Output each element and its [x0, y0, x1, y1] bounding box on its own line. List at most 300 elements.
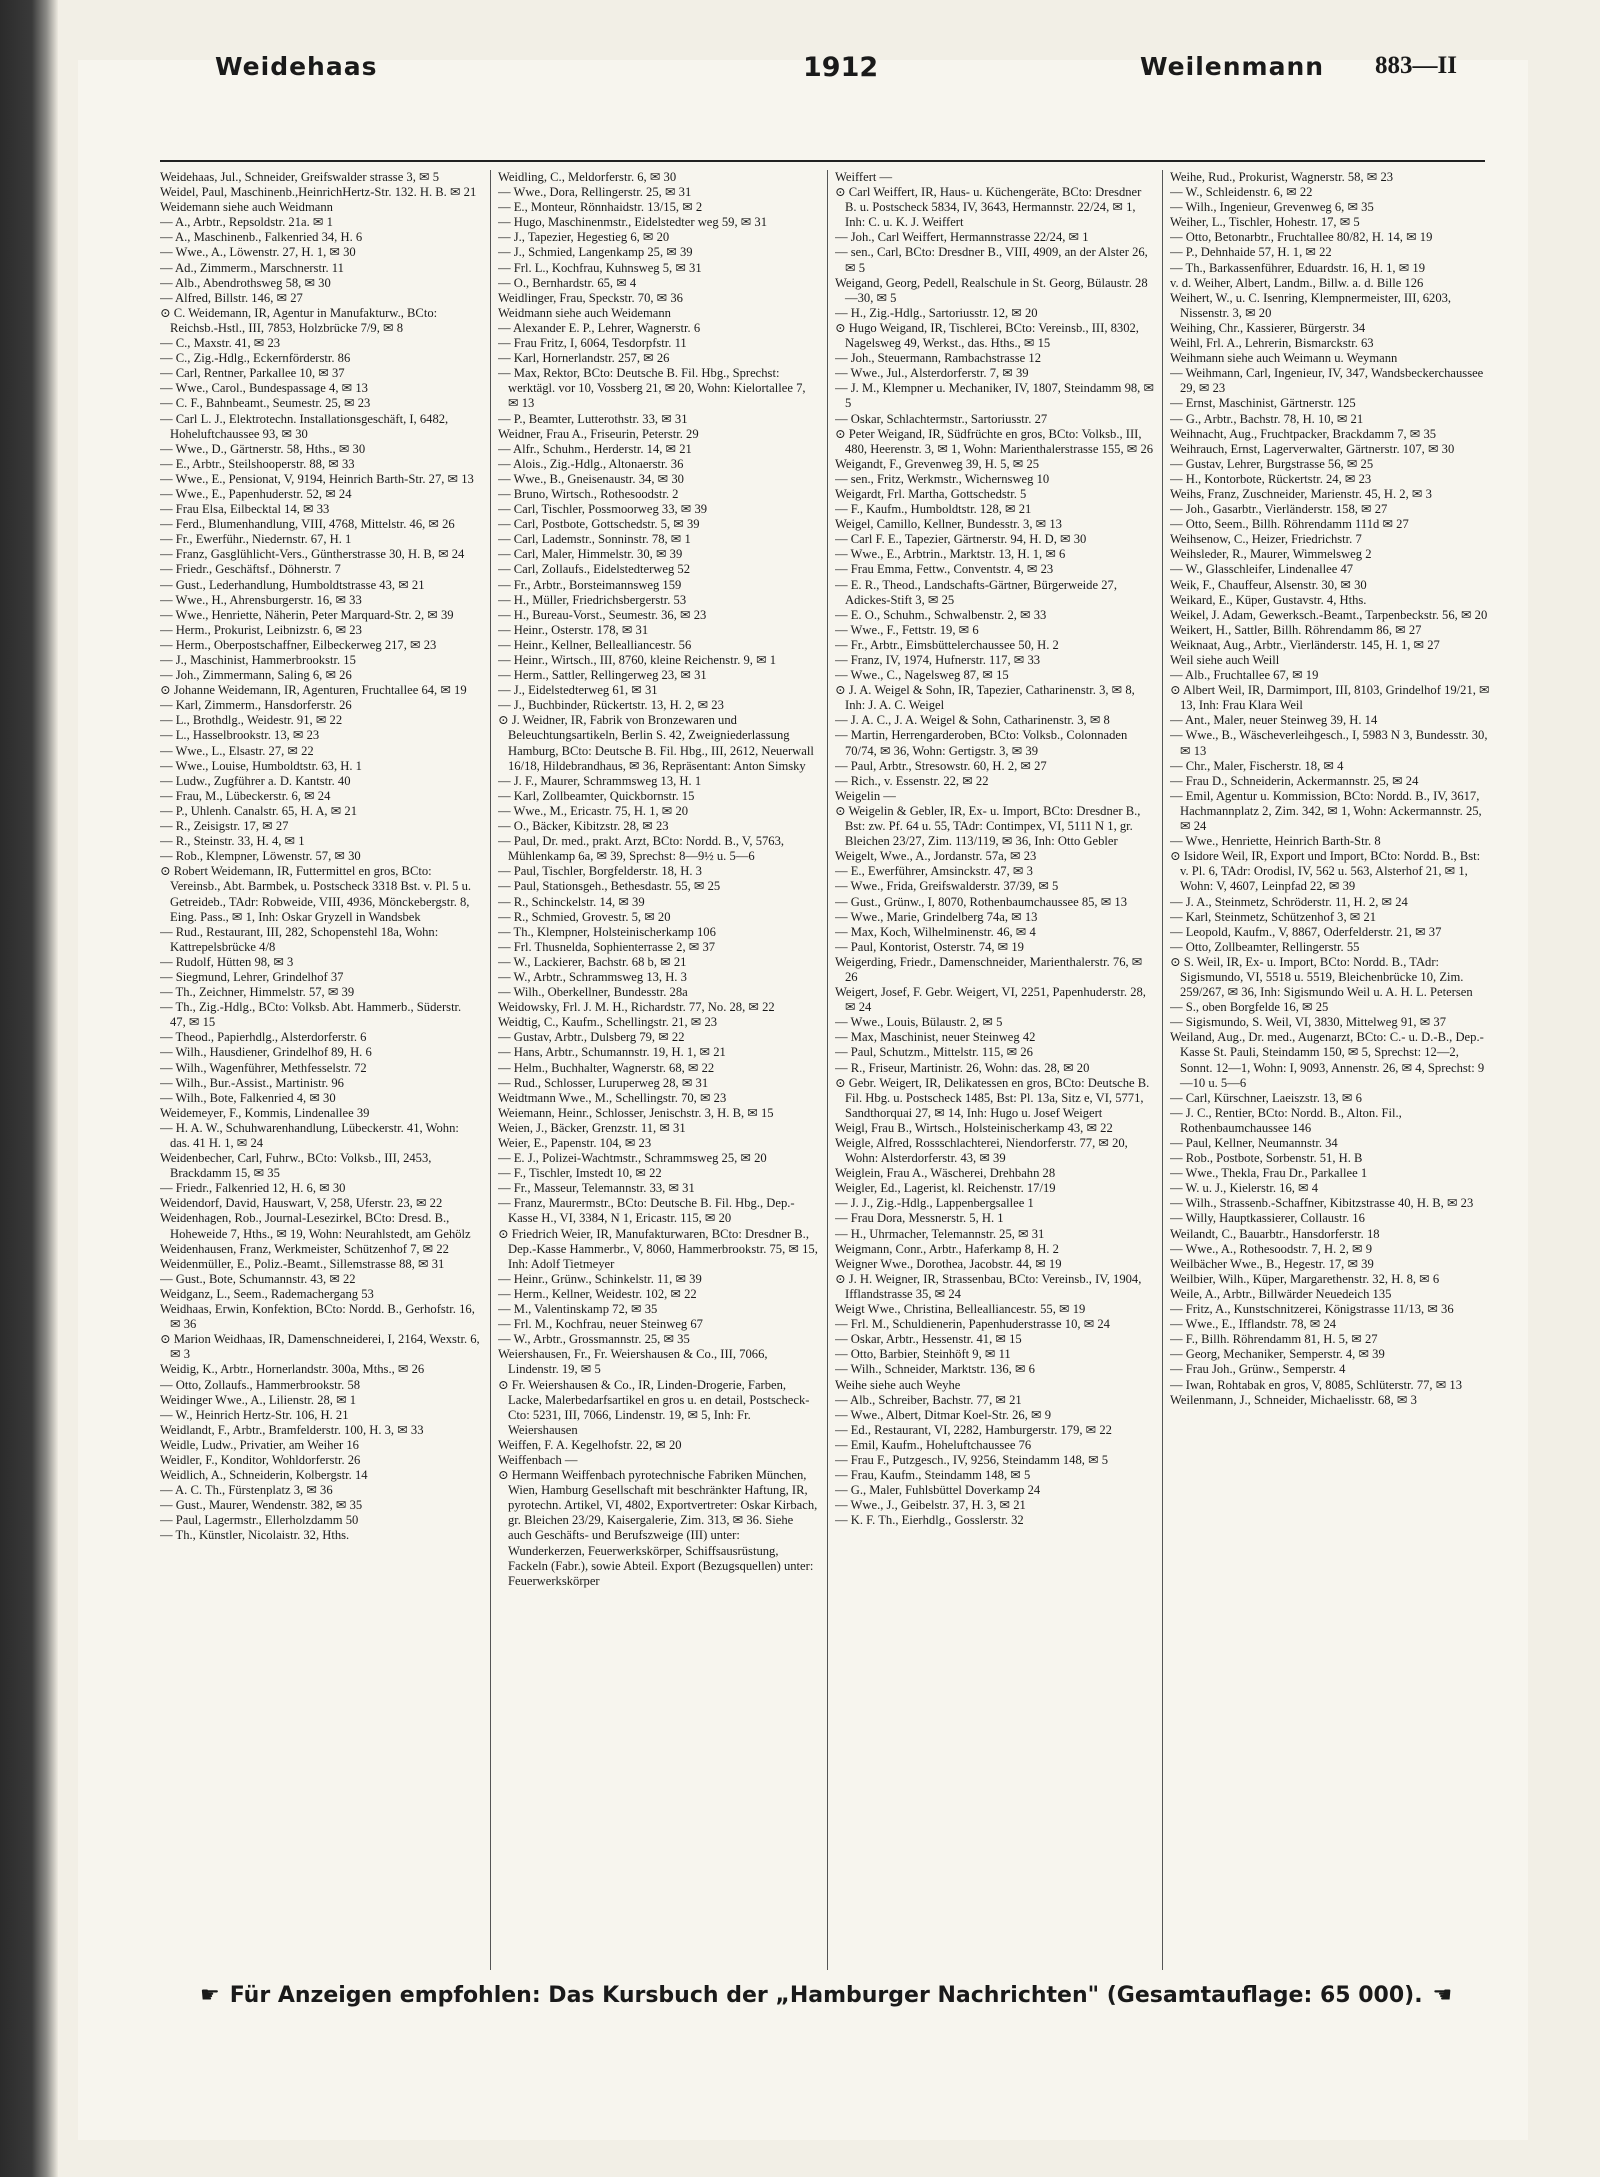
directory-entry: — Ant., Maler, neuer Steinweg 39, H. 14: [1170, 713, 1378, 728]
directory-entry: — Gust., Maurer, Wendenstr. 382, ✉ 35: [160, 1498, 363, 1513]
directory-entry: Weikard, E., Küper, Gustavstr. 4, Hths.: [1170, 592, 1367, 607]
directory-entry: Weigmann, Conr., Arbtr., Haferkamp 8, H. 2: [835, 1241, 1059, 1256]
directory-entry: ⊙ J. A. Weigel & Sohn, IR, Tapezier, Catharinenstr. 3, ✉ 8, Inh: J. A. C. Weigel: [835, 683, 1135, 713]
directory-entry: — Ludw., Zugführer a. D. Kantstr. 40: [160, 773, 351, 788]
directory-entry: Weigner Wwe., Dorothea, Jacobstr. 44, ✉ 19: [835, 1256, 1062, 1271]
directory-entry: — Max, Maschinist, neuer Steinweg 42: [835, 1030, 1036, 1045]
directory-entry: — Wwe., F., Fettstr. 19, ✉ 6: [835, 622, 979, 637]
directory-entry: v. d. Weiher, Albert, Landm., Billw. a. d. Bille 126: [1170, 275, 1424, 290]
directory-entry: ⊙ C. Weidemann, IR, Agentur in Manufakturw., BCto: Reichsb.-Hstl., III, 7853, Holzbrücke 7/9, ✉ 8: [160, 305, 438, 335]
scanned-book-spine: [0, 0, 58, 2177]
directory-entry: — Emil, Kaufm., Hoheluftchaussee 76: [835, 1437, 1032, 1452]
directory-entry: — J. M., Klempner u. Mechaniker, IV, 1807, Steindamm 98, ✉ 5: [835, 381, 1155, 411]
directory-entry: ⊙ Robert Weidemann, IR, Futtermittel en gros, BCto: Vereinsb., Abt. Barmbek, u. Postscheck 3318 Bst. v. Pl. 5 u. Getreideb., TAdr: Robweide, VIII, 4936, Mönckebergstr. 8, Eing. Pass., ✉ 1, Inh: Oskar Gryzell in Wandsbek: [160, 864, 472, 924]
directory-entry: — Wwe., H., Ahrensburgerstr. 16, ✉ 33: [160, 592, 362, 607]
directory-entry: — R., Zeisigstr. 17, ✉ 27: [160, 819, 289, 834]
directory-entry: ⊙ Marion Weidhaas, IR, Damenschneiderei, I, 2164, Wexstr. 6, ✉ 3: [160, 1332, 480, 1362]
directory-entry: Weidendorf, David, Hauswart, V, 258, Uferstr. 23, ✉ 22: [160, 1196, 443, 1211]
directory-entry: — Frau, Kaufm., Steindamm 148, ✉ 5: [835, 1468, 1031, 1483]
directory-entry: — Karl, Steinmetz, Schützenhof 3, ✉ 21: [1170, 909, 1377, 924]
directory-entry: — Wwe., Marie, Grindelberg 74a, ✉ 13: [835, 909, 1038, 924]
directory-entry: — Hugo, Maschinenmstr., Eidelstedter weg 59, ✉ 31: [498, 215, 768, 230]
directory-entry: Weihnacht, Aug., Fruchtpacker, Brackdamm 7, ✉ 35: [1170, 426, 1437, 441]
directory-entry: Weiglein, Frau A., Wäscherei, Drehbahn 28: [835, 1166, 1056, 1181]
directory-entry: — Wilh., Hausdiener, Grindelhof 89, H. 6: [160, 1045, 372, 1060]
directory-entry: — Heinr., Wirtsch., III, 8760, kleine Reichenstr. 9, ✉ 1: [498, 653, 777, 667]
directory-entry: — Joh., Steuermann, Rambachstrasse 12: [835, 351, 1042, 366]
directory-entry: Weidling, C., Meldorferstr. 6, ✉ 30: [498, 170, 677, 184]
directory-entry: — Karl, Zollbeamter, Quickbornstr. 15: [498, 788, 695, 803]
directory-entry: — Heinr., Osterstr. 178, ✉ 31: [498, 622, 649, 637]
directory-entry: — Gust., Grünw., I, 8070, Rothenbaumchaussee 85, ✉ 13: [835, 894, 1128, 909]
page-header: [85, 52, 1485, 92]
directory-entry: Weidinger Wwe., A., Lilienstr. 28, ✉ 1: [160, 1392, 357, 1407]
directory-entry: — J. C., Rentier, BCto: Nordd. B., Alton. Fil., Rothenbaumchaussee 146: [1170, 1105, 1402, 1135]
directory-entry: — Th., Klempner, Holsteinischerkamp 106: [498, 924, 716, 939]
directory-entry: — Alb., Abendrothsweg 58, ✉ 30: [160, 275, 331, 290]
directory-entry: — Herm., Sattler, Rellingerweg 23, ✉ 31: [498, 668, 707, 683]
directory-entry: — Gust., Lederhandlung, Humboldtstrasse 43, ✉ 21: [160, 577, 425, 592]
directory-entry: — R., Schmied, Grovestr. 5, ✉ 20: [498, 909, 671, 924]
directory-entry: Weigand, Georg, Pedell, Realschule in St. Georg, Bülaustr. 28—30, ✉ 5: [835, 275, 1148, 305]
directory-entry: Weidemann siehe auch Weidmann: [160, 200, 333, 215]
directory-entry: Weidenhagen, Rob., Journal-Lesezirkel, BCto: Dresd. B., Hoheweide 7, Hths., ✉ 19, Wohn: Neurahlstedt, am Gehölz: [160, 1211, 471, 1241]
directory-entry: — S., oben Borgfelde 16, ✉ 25: [1170, 1000, 1329, 1015]
directory-entry: — Gust., Bote, Schumannstr. 43, ✉ 22: [160, 1271, 356, 1286]
directory-entry: — Wilh., Bur.-Assist., Martinistr. 96: [160, 1075, 344, 1090]
directory-entry: — Wwe., Frida, Greifswalderstr. 37/39, ✉ 5: [835, 879, 1059, 894]
directory-entry: — H., Kontorbote, Rückertstr. 24, ✉ 23: [1170, 471, 1372, 486]
directory-entry: Weil siehe auch Weill: [1170, 653, 1280, 667]
directory-entry: — Wwe., M., Ericastr. 75, H. 1, ✉ 20: [498, 803, 689, 818]
directory-entry: Weihsleder, R., Maurer, Wimmelsweg 2: [1170, 547, 1372, 562]
directory-entry: Weigert, Josef, F. Gebr. Weigert, VI, 2251, Papenhuderstr. 28, ✉ 24: [835, 985, 1146, 1015]
directory-entry: — W., Arbtr., Grossmannstr. 25, ✉ 35: [498, 1332, 690, 1347]
directory-entry: — Paul, Arbtr., Stresowstr. 60, H. 2, ✉ 27: [835, 758, 1047, 773]
directory-entry: — H., Uhrmacher, Telemannstr. 25, ✉ 31: [835, 1226, 1045, 1241]
directory-entry: Weilenmann, J., Schneider, Michaelisstr. 68, ✉ 3: [1170, 1392, 1417, 1407]
directory-entry: — Alb., Fruchtallee 67, ✉ 19: [1170, 668, 1319, 683]
directory-entry: — Paul, Schutzm., Mittelstr. 115, ✉ 26: [835, 1045, 1033, 1060]
directory-entry: ⊙ J. H. Weigner, IR, Strassenbau, BCto: Vereinsb., IV, 1904, Ifflandstrasse 35, ✉ 24: [835, 1271, 1142, 1301]
directory-entry: — Otto, Zollbeamter, Rellingerstr. 55: [1170, 939, 1360, 954]
directory-entry: — Paul, Kontorist, Osterstr. 74, ✉ 19: [835, 939, 1024, 954]
pointing-hand-icon: ☚: [1432, 1983, 1453, 2008]
directory-entry: — Herm., Oberpostschaffner, Eilbeckerweg 217, ✉ 23: [160, 637, 437, 652]
header-right-keyword: Weilenmann: [1140, 52, 1325, 81]
directory-entry: Weikert, H., Sattler, Billh. Röhrendamm 86, ✉ 27: [1170, 622, 1422, 637]
directory-entry: Weigler, Ed., Lagerist, kl. Reichenstr. 17/19: [835, 1181, 1056, 1196]
directory-entry: Weigt Wwe., Christina, Bellealliancestr. 55, ✉ 19: [835, 1302, 1086, 1317]
directory-entry: — J. A., Steinmetz, Schröderstr. 11, H. 2, ✉ 24: [1170, 894, 1408, 909]
directory-entry: — E. O., Schuhm., Schwalbenstr. 2, ✉ 33: [835, 607, 1047, 622]
directory-entry: — Joh., Zimmermann, Saling 6, ✉ 26: [160, 668, 352, 683]
directory-entry: — Otto, Barbier, Steinhöft 9, ✉ 11: [835, 1347, 1011, 1362]
directory-entry: — Leopold, Kaufm., V, 8867, Oderfelderstr. 21, ✉ 37: [1170, 924, 1442, 939]
directory-entry: — G., Maler, Fuhlsbüttel Doverkamp 24: [835, 1483, 1041, 1498]
directory-entry: — F., Tischler, Imstedt 10, ✉ 22: [498, 1166, 662, 1181]
directory-entry: Weihrauch, Ernst, Lagerverwalter, Gärtnerstr. 107, ✉ 30: [1170, 441, 1455, 456]
directory-entry: — Fr., Arbtr., Eimsbüttelerchaussee 50, H. 2: [835, 637, 1059, 652]
directory-entry: Weidowsky, Frl. J. M. H., Richardstr. 77, No. 28, ✉ 22: [498, 1000, 775, 1015]
directory-entry: — Joh., Carl Weiffert, Hermannstrasse 22/24, ✉ 1: [835, 230, 1089, 245]
directory-entry: ⊙ Weigelin & Gebler, IR, Ex- u. Import, BCto: Dresdner B., Bst: zw. Pf. 64 u. 55, TAdr: Contimpex, VI, 5111 N 1, gr. Bleichen 23/27, Zim. 113/119, ✉ 36, Inh: Otto Gebler: [835, 803, 1141, 849]
directory-entry: Weigerding, Friedr., Damenschneider, Marienthalerstr. 76, ✉ 26: [835, 954, 1143, 984]
directory-entry: — Joh., Gasarbtr., Vierländerstr. 158, ✉ 27: [1170, 502, 1388, 517]
directory-entry: — Heinr., Grünw., Schinkelstr. 11, ✉ 39: [498, 1271, 702, 1286]
directory-entry: Weidenhausen, Franz, Werkmeister, Schützenhof 7, ✉ 22: [160, 1241, 449, 1256]
directory-entry: — Carl L. J., Elektrotechn. Installationsgeschäft, I, 6482, Hoheluftchaussee 93, ✉ 30: [160, 411, 449, 441]
directory-entry: — Wilh., Strassenb.-Schaffner, Kibitzstrasse 40, H. B, ✉ 23: [1170, 1196, 1474, 1211]
directory-entry: — Max, Rektor, BCto: Deutsche B. Fil. Hbg., Sprechst: werktägl. vor 10, Vossberg 21, ✉ 20, Wohn: Kielortallee 7, ✉ 13: [498, 366, 806, 411]
directory-entry: ⊙ Hermann Weiffenbach pyrotechnische Fabriken München, Wien, Hamburg Gesellschaft mit beschränkter Haftung, IR, pyrotechn. Artikel, VI, 4802, Exportvertreter: Oskar Kirbach, gr. Bleichen 23/29, Kaisergalerie, Zim. 313, ✉ 36. Siehe auch Geschäfts- und Berufszweige (III) unter: Wunderkerzen, Feuerwerkskörper, Schiffsausrüstung, Fackeln (Fabr.), sowie Abteil. Export (Bezugsquellen) unter: Feuerwerkskörper: [498, 1468, 818, 1588]
directory-entry: — Wwe., D., Gärtnerstr. 58, Hths., ✉ 30: [160, 441, 366, 456]
directory-entry: — Frau, M., Lübeckerstr. 6, ✉ 24: [160, 788, 331, 803]
directory-entry: — Carl, Kürschner, Laeiszstr. 13, ✉ 6: [1170, 1090, 1362, 1105]
directory-entry: — G., Arbtr., Bachstr. 78, H. 10, ✉ 21: [1170, 411, 1364, 426]
directory-entry: — L., Hasselbrookstr. 13, ✉ 23: [160, 728, 320, 743]
directory-entry: — Friedr., Falkenried 12, H. 6, ✉ 30: [160, 1181, 346, 1196]
directory-entry: Weiknaat, Aug., Arbtr., Vierländerstr. 145, H. 1, ✉ 27: [1170, 637, 1440, 652]
directory-entry: ⊙ Gebr. Weigert, IR, Delikatessen en gros, BCto: Deutsche B. Fil. Hbg. u. Postscheck 1485, Bst: Pl. 13a, Sitz e, VI, 5771, Sandthorquai 27, ✉ 14, Inh: Hugo u. Josef Weigert: [835, 1075, 1150, 1120]
directory-entry: — Frau F., Putzgesch., IV, 9256, Steindamm 148, ✉ 5: [835, 1452, 1109, 1467]
directory-entry: Weihert, W., u. C. Isenring, Klempnermeister, III, 6203, Nissenstr. 3, ✉ 20: [1170, 290, 1452, 320]
directory-entry: ⊙ J. Weidner, IR, Fabrik von Bronzewaren und Beleuchtungsartikeln, Berlin S. 42, Zweigniederlassung Hamburg, BCto: Deutsche B. Fil. Hbg., III, 2612, Neuerwall 16/18, Hildebrandhaus, ✉ 36, Repräsentant: Anton Simsky: [498, 713, 814, 773]
directory-entry: — Wwe., J., Geibelstr. 37, H. 3, ✉ 21: [835, 1498, 1026, 1513]
directory-entry: ⊙ Johanne Weidemann, IR, Agenturen, Fruchtallee 64, ✉ 19: [160, 683, 467, 698]
directory-entry: Weigandt, F., Grevenweg 39, H. 5, ✉ 25: [835, 456, 1040, 471]
column-divider: [827, 170, 828, 1970]
directory-entry: — Max, Koch, Wilhelminenstr. 46, ✉ 4: [835, 924, 1036, 939]
directory-columns: [160, 170, 1490, 1970]
column-4: [1170, 170, 1490, 1970]
directory-entry: Weidtmann Wwe., M., Schellingstr. 70, ✉ 23: [498, 1090, 727, 1105]
directory-entry: — J., Buchbinder, Rückertstr. 13, H. 2, ✉ 23: [498, 698, 724, 713]
directory-entry: Weikel, J. Adam, Gewerksch.-Beamt., Tarpenbeckstr. 56, ✉ 20: [1170, 607, 1488, 622]
directory-entry: — Carl F. E., Tapezier, Gärtnerstr. 94, H. D, ✉ 30: [835, 532, 1087, 547]
directory-entry: — W. u. J., Kielerstr. 16, ✉ 4: [1170, 1181, 1319, 1196]
directory-entry: — Wwe., Jul., Alsterdorferstr. 7, ✉ 39: [835, 366, 1029, 381]
directory-entry: Weidmann siehe auch Weidemann: [498, 305, 671, 320]
directory-entry: ⊙ Carl Weiffert, IR, Haus- u. Küchengeräte, BCto: Dresdner B. u. Postscheck 5834, IV, 3643, Hermannstr. 22/24, ✉ 1, Inh: C. u. K. J. Weiffert: [835, 185, 1142, 230]
directory-entry: — Chr., Maler, Fischerstr. 18, ✉ 4: [1170, 758, 1344, 773]
directory-entry: — H., Bureau-Vorst., Seumestr. 36, ✉ 23: [498, 607, 707, 622]
directory-entry: — Carl, Tischler, Possmoorweg 33, ✉ 39: [498, 502, 708, 517]
directory-entry: — Paul, Tischler, Borgfelderstr. 18, H. 3: [498, 864, 702, 879]
directory-entry: — A., Arbtr., Repsoldstr. 21a. ✉ 1: [160, 215, 333, 230]
directory-entry: — Frl. Thusnelda, Sophienterrasse 2, ✉ 37: [498, 939, 716, 954]
directory-entry: — sen., Fritz, Werkmstr., Wichernsweg 10: [835, 471, 1050, 486]
directory-entry: Weidemeyer, F., Kommis, Lindenallee 39: [160, 1105, 370, 1120]
directory-entry: — W., Schleidenstr. 6, ✉ 22: [1170, 185, 1313, 200]
directory-entry: — Carl, Postbote, Gottschedstr. 5, ✉ 39: [498, 517, 700, 532]
directory-entry: — Franz, Gasglühlicht-Vers., Güntherstrasse 30, H. B, ✉ 24: [160, 547, 465, 562]
directory-entry: — Alfred, Billstr. 146, ✉ 27: [160, 290, 303, 305]
directory-entry: — Wwe., Carol., Bundespassage 4, ✉ 13: [160, 381, 368, 396]
directory-entry: — Wwe., C., Nagelsweg 87, ✉ 15: [835, 668, 1009, 683]
directory-entry: — Friedr., Geschäftsf., Döhnerstr. 7: [160, 562, 341, 577]
directory-entry: — J. J., Zig.-Hdlg., Lappenbergsallee 1: [835, 1196, 1034, 1211]
directory-entry: Weihe siehe auch Weyhe: [835, 1377, 961, 1392]
directory-entry: — Wilh., Wagenführer, Methfesselstr. 72: [160, 1060, 367, 1075]
directory-entry: — Wwe., Henriette, Heinrich Barth-Str. 8: [1170, 834, 1381, 849]
header-left-keyword: Weidehaas: [215, 52, 378, 81]
directory-entry: ⊙ Fr. Weiershausen & Co., IR, Linden-Drogerie, Farben, Lacke, Malerbedarfsartikel en gros u. en detail, Postscheck-Cto: 5231, III, 7066, Lindenstr. 19, ✉ 5, Inh: Fr. Weiershausen: [498, 1377, 810, 1437]
directory-entry: — A. C. Th., Fürstenplatz 3, ✉ 36: [160, 1483, 333, 1498]
directory-entry: Weigardt, Frl. Martha, Gottschedstr. 5: [835, 486, 1027, 501]
directory-entry: — Wilh., Bote, Falkenried 4, ✉ 30: [160, 1090, 336, 1105]
directory-entry: — E., Monteur, Rönnhaidstr. 13/15, ✉ 2: [498, 200, 703, 215]
directory-entry: — Otto, Seem., Billh. Röhrendamm 111d ✉ 27: [1170, 517, 1409, 532]
directory-entry: — Wwe., Dora, Rellingerstr. 25, ✉ 31: [498, 185, 692, 200]
directory-entry: ⊙ S. Weil, IR, Ex- u. Import, BCto: Nordd. B., TAdr: Sigismundo, VI, 5518 u. 5519, Bleichenbrücke 10, Zim. 259/267, ✉ 36, Inh: Sigismundo Weil u. A. H. L. Petersen: [1170, 954, 1473, 1000]
directory-entry: — J. F., Maurer, Schrammsweg 13, H. 1: [498, 773, 702, 788]
directory-entry: — W., Heinrich Hertz-Str. 106, H. 21: [160, 1407, 349, 1422]
directory-entry: — Frau D., Schneiderin, Ackermannstr. 25, ✉ 24: [1170, 773, 1419, 788]
directory-entry: — Ed., Restaurant, VI, 2282, Hamburgerstr. 179, ✉ 22: [835, 1422, 1112, 1437]
directory-entry: — Wwe., L., Elsastr. 27, ✉ 22: [160, 743, 314, 758]
directory-entry: — H. A. W., Schuhwarenhandlung, Lübeckerstr. 41, Wohn: das. 41 H. 1, ✉ 24: [160, 1120, 459, 1150]
directory-entry: Weier, E., Papenstr. 104, ✉ 23: [498, 1136, 652, 1150]
directory-entry: — W., Lackierer, Bachstr. 68 b, ✉ 21: [498, 954, 687, 969]
directory-entry: — Rud., Restaurant, III, 282, Schopenstehl 18a, Wohn: Kattrepelsbrücke 4/8: [160, 924, 439, 954]
footer-text: Für Anzeigen empfohlen: Das Kursbuch der „Hamburger Nachrichten" (Gesamtauflage: 65 000).: [229, 1983, 1423, 2008]
directory-entry: — W., Arbtr., Schrammsweg 13, H. 3: [498, 969, 687, 984]
directory-entry: Weigel, Camillo, Kellner, Bundesstr. 3, ✉ 13: [835, 517, 1062, 532]
directory-entry: — Wwe., E., Papenhuderstr. 52, ✉ 24: [160, 486, 352, 501]
directory-entry: — Herm., Kellner, Weidestr. 102, ✉ 22: [498, 1286, 697, 1301]
directory-entry: Weigelt, Wwe., A., Jordanstr. 57a, ✉ 23: [835, 849, 1037, 864]
directory-entry: — Siegmund, Lehrer, Grindelhof 37: [160, 969, 344, 984]
directory-entry: — Rudolf, Hütten 98, ✉ 3: [160, 954, 294, 969]
directory-entry: — Carl, Zollaufs., Eidelstedterweg 52: [498, 562, 691, 577]
directory-entry: Weiffen, F. A. Kegelhofstr. 22, ✉ 20: [498, 1437, 682, 1452]
directory-entry: — Paul, Dr. med., prakt. Arzt, BCto: Nordd. B., V, 5763, Mühlenkamp 6a, ✉ 39, Sprechst: 8—9½ u. 5—6: [498, 834, 785, 864]
directory-entry: — Bruno, Wirtsch., Rothesoodstr. 2: [498, 486, 679, 501]
directory-entry: Weiemann, Heinr., Schlosser, Jenischstr. 3, H. B, ✉ 15: [498, 1105, 774, 1120]
directory-entry: Weiher, L., Tischler, Hohestr. 17, ✉ 5: [1170, 215, 1360, 230]
directory-entry: — Th., Zig.-Hdlg., BCto: Volksb. Abt. Hammerb., Süderstr. 47, ✉ 15: [160, 1000, 462, 1030]
directory-entry: — Rud., Schlosser, Luruperweg 28, ✉ 31: [498, 1075, 709, 1090]
directory-entry: — Georg, Mechaniker, Semperstr. 4, ✉ 39: [1170, 1347, 1385, 1362]
directory-entry: — Fritz, A., Kunstschnitzerei, Königstrasse 11/13, ✉ 36: [1170, 1302, 1454, 1317]
directory-entry: Weidel, Paul, Maschinenb.,HeinrichHertz-Str. 132. H. B. ✉ 21: [160, 185, 477, 200]
directory-entry: — H., Zig.-Hdlg., Sartoriusstr. 12, ✉ 20: [835, 305, 1038, 320]
directory-entry: — E. R., Theod., Landschafts-Gärtner, Bürgerweide 27, Adickes-Stift 3, ✉ 25: [835, 577, 1117, 607]
directory-entry: — Franz, Maurermstr., BCto: Deutsche B. Fil. Hbg., Dep.-Kasse H., VI, 3384, N 1, Ericastr. 115, ✉ 20: [498, 1196, 795, 1226]
directory-entry: — Wwe., Louise, Humboldtstr. 63, H. 1: [160, 758, 362, 773]
directory-entry: — Fr., Masseur, Telemannstr. 33, ✉ 31: [498, 1181, 695, 1196]
directory-entry: — Herm., Prokurist, Leibnizstr. 6, ✉ 23: [160, 622, 362, 637]
directory-entry: — Wilh., Oberkellner, Bundesstr. 28a: [498, 985, 688, 1000]
directory-entry: — Gustav, Arbtr., Dulsberg 79, ✉ 22: [498, 1030, 685, 1045]
directory-entry: — J., Tapezier, Hegestieg 6, ✉ 20: [498, 230, 670, 245]
directory-entry: — Wilh., Ingenieur, Grevenweg 6, ✉ 35: [1170, 200, 1374, 215]
directory-entry: ⊙ Hugo Weigand, IR, Tischlerei, BCto: Vereinsb., III, 8302, Nagelsweg 49, Werkst., das. Hths., ✉ 15: [835, 320, 1139, 351]
column-1: [160, 170, 480, 1970]
directory-entry: — Alexander E. P., Lehrer, Wagnerstr. 6: [498, 320, 701, 335]
directory-entry: — J., Schmied, Langenkamp 25, ✉ 39: [498, 245, 693, 260]
directory-entry: — Otto, Zollaufs., Hammerbrookstr. 58: [160, 1377, 361, 1392]
directory-entry: — P., Beamter, Lutterothstr. 33, ✉ 31: [498, 411, 688, 426]
column-divider: [490, 170, 491, 1970]
column-2: [498, 170, 818, 1970]
directory-entry: ⊙ Peter Weigand, IR, Südfrüchte en gros, BCto: Volksb., III, 480, Heerenstr. 3, ✉ 1, Wohn: Marienthalerstrasse 155, ✉ 26: [835, 426, 1154, 456]
advertisement-footer: [190, 1983, 1470, 2023]
directory-entry: — E., Arbtr., Steilshooperstr. 88, ✉ 33: [160, 456, 355, 471]
directory-entry: — Carl, Rentner, Parkallee 10, ✉ 37: [160, 366, 345, 381]
directory-entry: — M., Valentinskamp 72, ✉ 35: [498, 1302, 658, 1317]
directory-entry: — Wwe., E., Arbtrin., Marktstr. 13, H. 1, ✉ 6: [835, 547, 1066, 562]
directory-entry: ⊙ Isidore Weil, IR, Export und Import, BCto: Nordd. B., Bst: v. Pl. 6, TAdr: Orodisl, IV, 562 u. 563, Alsterhof 21, ✉ 1, Wohn: V, 4607, Leinpfad 22, ✉ 39: [1170, 849, 1481, 894]
header-rule: [160, 160, 1485, 162]
directory-entry: Weidhaas, Erwin, Konfektion, BCto: Nordd. B., Gerhofstr. 16, ✉ 36: [160, 1302, 475, 1332]
directory-entry: — Frl. L., Kochfrau, Kuhnsweg 5, ✉ 31: [498, 260, 702, 275]
directory-entry: — Wwe., A., Löwenstr. 27, H. 1, ✉ 30: [160, 245, 356, 260]
directory-entry: Weidganz, L., Seem., Rademachergang 53: [160, 1286, 374, 1301]
directory-entry: — O., Bäcker, Kibitzstr. 28, ✉ 23: [498, 819, 669, 834]
directory-entry: — Ad., Zimmerm., Marschnerstr. 11: [160, 260, 344, 275]
directory-entry: — Frau Fritz, I, 6064, Tesdorpfstr. 11: [498, 336, 687, 351]
directory-entry: Weik, F., Chauffeur, Alsenstr. 30, ✉ 30: [1170, 577, 1367, 592]
column-divider: [1162, 170, 1163, 1970]
directory-entry: — F., Kaufm., Humboldtstr. 128, ✉ 21: [835, 502, 1032, 517]
directory-entry: — K. F. Th., Eierhdlg., Gosslerstr. 32: [835, 1513, 1024, 1528]
directory-entry: — P., Dehnhaide 57, H. 1, ✉ 22: [1170, 245, 1332, 260]
directory-entry: — C. F., Bahnbeamt., Seumestr. 25, ✉ 23: [160, 396, 371, 411]
directory-entry: Weidenmüller, E., Poliz.-Beamt., Sillemstrasse 88, ✉ 31: [160, 1256, 445, 1271]
directory-entry: — Alfr., Schuhm., Herderstr. 14, ✉ 21: [498, 441, 692, 456]
directory-entry: — Martin, Herrengarderoben, BCto: Volksb., Colonnaden 70/74, ✉ 36, Wohn: Gertigstr. 3, ✉ 39: [835, 728, 1128, 758]
directory-entry: Weilbier, Wilh., Küper, Margarethenstr. 32, H. 8, ✉ 6: [1170, 1271, 1440, 1286]
directory-entry: — Wwe., Louis, Bülaustr. 2, ✉ 5: [835, 1015, 1003, 1030]
directory-entry: Weilandt, C., Bauarbtr., Hansdorferstr. 18: [1170, 1226, 1380, 1241]
directory-entry: Weihmann siehe auch Weimann u. Weymann: [1170, 351, 1398, 366]
directory-entry: — R., Schinckelstr. 14, ✉ 39: [498, 894, 645, 909]
directory-entry: — C., Maxstr. 41, ✉ 23: [160, 336, 281, 351]
directory-entry: — Carl, Maler, Himmelstr. 30, ✉ 39: [498, 547, 683, 562]
directory-entry: — Frau Dora, Messnerstr. 5, H. 1: [835, 1211, 1004, 1226]
directory-entry: — E. J., Polizei-Wachtmstr., Schrammsweg 25, ✉ 20: [498, 1151, 767, 1166]
directory-entry: — Th., Barkassenführer, Eduardstr. 16, H. 1, ✉ 19: [1170, 260, 1425, 275]
directory-entry: Weidig, K., Arbtr., Hornerlandstr. 300a, Mths., ✉ 26: [160, 1362, 425, 1377]
directory-entry: — Frau Joh., Grünw., Semperstr. 4: [1170, 1362, 1346, 1377]
directory-entry: — Wwe., Thekla, Frau Dr., Parkallee 1: [1170, 1166, 1368, 1181]
directory-entry: — Paul, Stationsgeh., Bethesdastr. 55, ✉ 25: [498, 879, 721, 894]
directory-entry: — Paul, Kellner, Neumannstr. 34: [1170, 1136, 1338, 1150]
directory-entry: — H., Müller, Friedrichsbergerstr. 53: [498, 592, 687, 607]
directory-entry: — Rob., Postbote, Sorbenstr. 51, H. B: [1170, 1151, 1363, 1166]
directory-entry: — Wwe., B., Wäscheverleihgesch., I, 5983 N 3, Bundesstr. 30, ✉ 13: [1170, 728, 1488, 758]
directory-entry: — Ernst, Maschinist, Gärtnerstr. 125: [1170, 396, 1356, 411]
directory-entry: — A., Maschinenb., Falkenried 34, H. 6: [160, 230, 363, 245]
directory-entry: — Carl, Lademstr., Sonninstr. 78, ✉ 1: [498, 532, 691, 547]
directory-entry: — Fr., Arbtr., Borsteimannsweg 159: [498, 577, 682, 592]
directory-entry: Weien, J., Bäcker, Grenzstr. 11, ✉ 31: [498, 1120, 686, 1135]
directory-entry: — Wwe., A., Rothesoodstr. 7, H. 2, ✉ 9: [1170, 1241, 1373, 1256]
directory-entry: — J., Maschinist, Hammerbrookstr. 15: [160, 653, 356, 667]
directory-entry: — Frau Emma, Fettw., Conventstr. 4, ✉ 23: [835, 562, 1054, 577]
directory-entry: — P., Uhlenh. Canalstr. 65, H. A, ✉ 21: [160, 803, 358, 818]
directory-entry: — Frl. M., Kochfrau, neuer Steinweg 67: [498, 1317, 703, 1332]
directory-entry: Weile, A., Arbtr., Billwärder Neuedeich 135: [1170, 1286, 1392, 1301]
directory-entry: — Wwe., Albert, Ditmar Koel-Str. 26, ✉ 9: [835, 1407, 1051, 1422]
directory-entry: — Rich., v. Essenstr. 22, ✉ 22: [835, 773, 989, 788]
directory-entry: Weigelin —: [835, 788, 896, 803]
directory-entry: Weigle, Alfred, Rossschlachterei, Niendorferstr. 77, ✉ 20, Wohn: Alsterdorferstr. 43, ✉ 39: [835, 1136, 1128, 1166]
directory-entry: — Willy, Hauptkassierer, Collaustr. 16: [1170, 1211, 1365, 1226]
directory-entry: — Oskar, Arbtr., Hessenstr. 41, ✉ 15: [835, 1332, 1022, 1347]
directory-entry: — Oskar, Schlachtermstr., Sartoriusstr. 27: [835, 411, 1048, 426]
directory-entry: — Fr., Ewerführ., Niedernstr. 67, H. 1: [160, 532, 352, 547]
directory-entry: — Ferd., Blumenhandlung, VIII, 4768, Mittelstr. 46, ✉ 26: [160, 517, 455, 532]
directory-entry: — Wwe., E., Ifflandstr. 78, ✉ 24: [1170, 1317, 1337, 1332]
directory-entry: — Heinr., Kellner, Bellealliancestr. 56: [498, 637, 692, 652]
directory-entry: Weiffenbach —: [498, 1452, 578, 1467]
directory-entry: — Wwe., B., Gneisenaustr. 34, ✉ 30: [498, 471, 684, 486]
directory-entry: — Wwe., Henriette, Näherin, Peter Marquard-Str. 2, ✉ 39: [160, 607, 454, 622]
directory-entry: ⊙ Friedrich Weier, IR, Manufakturwaren, BCto: Dresdner B., Dep.-Kasse Hammerbr., V, 8060, Hammerbrookstr. 75, ✉ 15, Inh: Adolf Tietmeyer: [498, 1226, 818, 1271]
directory-entry: — Rob., Klempner, Löwenstr. 57, ✉ 30: [160, 849, 361, 864]
page-number: 883—II: [1375, 52, 1457, 79]
directory-entry: Weilbächer Wwe., B., Hegestr. 17, ✉ 39: [1170, 1256, 1374, 1271]
directory-entry: — Paul, Lagermstr., Ellerholzdamm 50: [160, 1513, 359, 1528]
directory-entry: — Frau Elsa, Eilbecktal 14, ✉ 33: [160, 502, 330, 517]
directory-entry: — Hans, Arbtr., Schumannstr. 19, H. 1, ✉ 21: [498, 1045, 726, 1060]
directory-entry: — O., Bernhardstr. 65, ✉ 4: [498, 275, 637, 290]
directory-entry: Weidlich, A., Schneiderin, Kolbergstr. 14: [160, 1468, 368, 1483]
directory-entry: Weidle, Ludw., Privatier, am Weiher 16: [160, 1437, 359, 1452]
column-3: [835, 170, 1155, 1970]
directory-entry: ⊙ Albert Weil, IR, Darmimport, III, 8103, Grindelhof 19/21, ✉ 13, Inh: Frau Klara Weil: [1170, 683, 1490, 713]
directory-entry: Weidler, F., Konditor, Wohldorferstr. 26: [160, 1452, 361, 1467]
directory-entry: — R., Steinstr. 33, H. 4, ✉ 1: [160, 834, 305, 849]
directory-entry: Weidner, Frau A., Friseurin, Peterstr. 29: [498, 426, 699, 441]
directory-entry: — Franz, IV, 1974, Hufnerstr. 117, ✉ 33: [835, 653, 1041, 667]
directory-entry: — Emil, Agentur u. Kommission, BCto: Nordd. B., IV, 3617, Hachmannplatz 2, Zim. 342, ✉ 1, Wohn: Ackermannstr. 25, ✉ 24: [1170, 788, 1482, 834]
directory-entry: Weidlandt, F., Arbtr., Bramfelderstr. 100, H. 3, ✉ 33: [160, 1422, 424, 1437]
directory-entry: — sen., Carl, BCto: Dresdner B., VIII, 4909, an der Alster 26, ✉ 5: [835, 245, 1148, 275]
directory-entry: — Helm., Buchhalter, Wagnerstr. 68, ✉ 22: [498, 1060, 715, 1075]
directory-entry: — C., Zig.-Hdlg., Eckernförderstr. 86: [160, 351, 351, 366]
directory-entry: — Th., Zeichner, Himmelstr. 57, ✉ 39: [160, 985, 355, 1000]
directory-entry: Weigl, Frau B., Wirtsch., Holsteinischerkamp 43, ✉ 22: [835, 1120, 1113, 1135]
directory-entry: Weidenbecher, Carl, Fuhrw., BCto: Volksb., III, 2453, Brackdamm 15, ✉ 35: [160, 1151, 432, 1181]
directory-entry: — Iwan, Rohtabak en gros, V, 8085, Schlüterstr. 77, ✉ 13: [1170, 1377, 1463, 1392]
directory-entry: — Alois., Zig.-Hdlg., Altonaerstr. 36: [498, 456, 684, 471]
directory-entry: — Weihmann, Carl, Ingenieur, IV, 347, Wandsbeckerchaussee 29, ✉ 23: [1170, 366, 1484, 396]
directory-entry: — Frl. M., Schuldienerin, Papenhuderstrasse 10, ✉ 24: [835, 1317, 1110, 1332]
directory-entry: — Karl, Zimmerm., Hansdorferstr. 26: [160, 698, 352, 713]
directory-entry: — J. A. C., J. A. Weigel & Sohn, Catharinenstr. 3, ✉ 8: [835, 713, 1110, 728]
directory-entry: Weihs, Franz, Zuschneider, Marienstr. 45, H. 2, ✉ 3: [1170, 486, 1432, 501]
directory-entry: — Th., Künstler, Nicolaistr. 32, Hths.: [160, 1528, 350, 1543]
directory-entry: — Otto, Betonarbtr., Fruchtallee 80/82, H. 14, ✉ 19: [1170, 230, 1433, 245]
directory-entry: Weidlinger, Frau, Speckstr. 70, ✉ 36: [498, 290, 683, 305]
directory-entry: — Alb., Schreiber, Bachstr. 77, ✉ 21: [835, 1392, 1022, 1407]
directory-entry: Weihsenow, C., Heizer, Friedrichstr. 7: [1170, 532, 1362, 547]
directory-entry: Weihl, Frl. A., Lehrerin, Bismarckstr. 63: [1170, 336, 1374, 351]
directory-entry: — Wwe., E., Pensionat, V, 9194, Heinrich Barth-Str. 27, ✉ 13: [160, 471, 474, 486]
directory-entry: — Theod., Papierhdlg., Alsterdorferstr. 6: [160, 1030, 367, 1045]
directory-entry: — R., Friseur, Martinistr. 26, Wohn: das. 28, ✉ 20: [835, 1060, 1090, 1075]
directory-entry: — E., Ewerführer, Amsinckstr. 47, ✉ 3: [835, 864, 1033, 879]
directory-entry: — Karl, Hornerlandstr. 257, ✉ 26: [498, 351, 670, 366]
directory-entry: — F., Billh. Röhrendamm 81, H. 5, ✉ 27: [1170, 1332, 1378, 1347]
directory-entry: — J., Eidelstedterweg 61, ✉ 31: [498, 683, 658, 698]
directory-entry: — Gustav, Lehrer, Burgstrasse 56, ✉ 25: [1170, 456, 1374, 471]
directory-entry: Weihe, Rud., Prokurist, Wagnerstr. 58, ✉ 23: [1170, 170, 1394, 184]
